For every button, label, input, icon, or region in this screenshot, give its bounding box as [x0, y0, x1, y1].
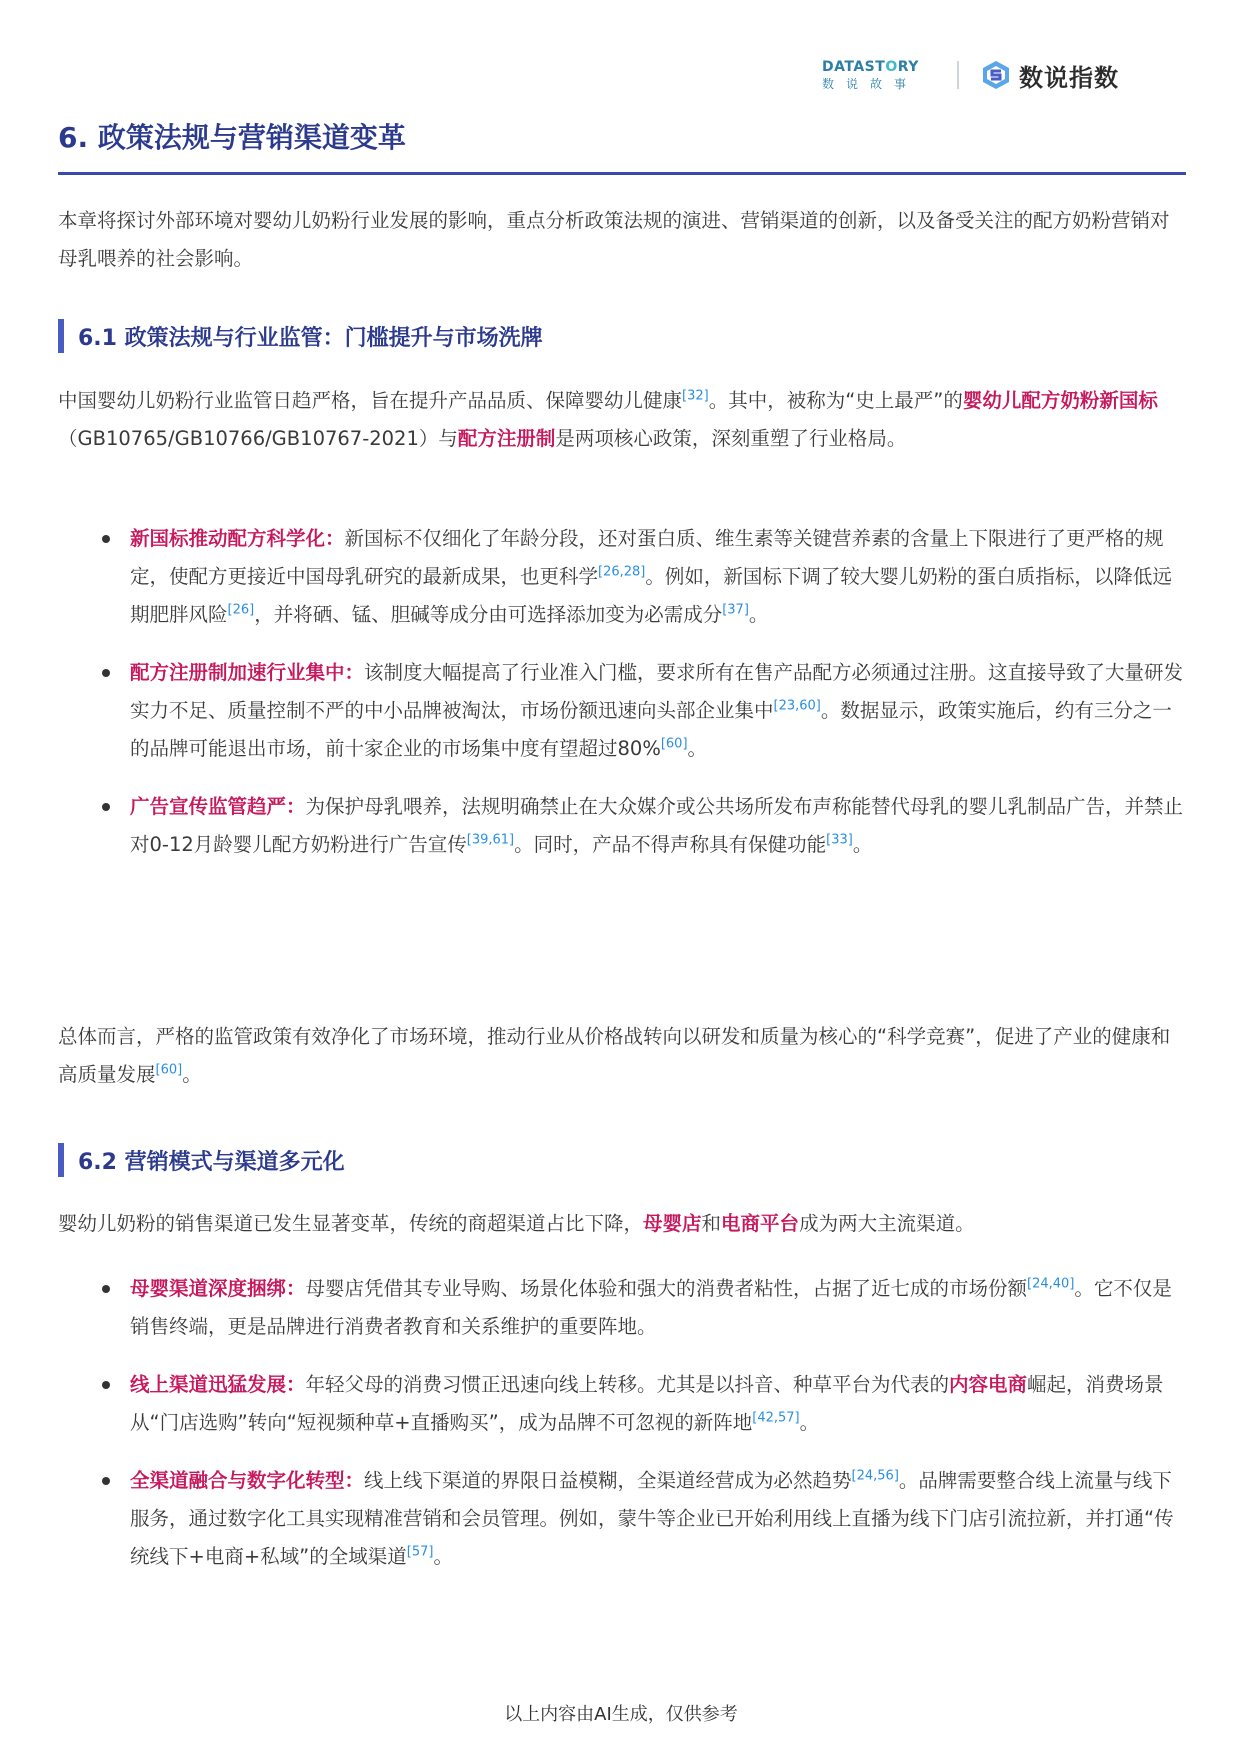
highlight-term: 母婴店 [643, 1212, 702, 1235]
text: 新国标不仅细化了年龄分段，还对蛋白质、维生素等关键营养素的含量上下限进行了更严格的规定，使配方更接近中国母乳研究的最新成果，也更科学 [130, 527, 1164, 588]
citation-link[interactable]: [39,61] [466, 832, 515, 848]
citation-link[interactable]: [60] [660, 736, 688, 752]
text: 。品牌需要整合线上流量与线下服务，通过数字化工具实现精准营销和会员管理。例如，蒙牛等企业已开始利用线上直播为线下门店引流拉新，并打通“传统线下+电商+私域”的全域渠道 [130, 1469, 1174, 1568]
chapter-title: 6. 政策法规与营销渠道变革 [58, 121, 406, 154]
hexagon-s-logo-icon [981, 60, 1011, 90]
logo-text-o: O [885, 58, 898, 75]
text: 。 [799, 1411, 820, 1434]
section1-summary [58, 1018, 1188, 1094]
datastory-logo-cn: 数说故事 [822, 76, 919, 91]
text: 为保护母乳喂养，法规明确禁止在大众媒介或公共场所发布声称能替代母乳的婴儿乳制品广告，并禁止对0-12月龄婴儿配方奶粉进行广告宣传 [130, 795, 1184, 856]
citation-link[interactable]: [26] [227, 602, 255, 618]
text: 。它不仅是销售终端，更是品牌进行消费者教育和关系维护的重要阵地。 [130, 1277, 1172, 1338]
citation-link[interactable]: [24,56] [851, 1468, 899, 1484]
list-item [58, 1462, 1188, 1576]
text: 。其中，被称为“史上最严”的 [708, 389, 963, 412]
text: 崛起，消费场景从“门店选购”转向“短视频种草+直播购买”，成为品牌不可忽视的新阵地 [130, 1373, 1164, 1434]
index-logo-text: 数说指数 [1019, 63, 1119, 92]
section-title: 6.1 政策法规与行业监管：门槛提升与市场洗牌 [78, 325, 543, 351]
text: 。 [687, 737, 708, 760]
text: 线上线下渠道的界限日益模糊，全渠道经营成为必然趋势 [364, 1469, 852, 1492]
citation-link[interactable]: [42,57] [752, 1410, 800, 1426]
text: 。 [182, 1063, 202, 1086]
text: ，并将硒、锰、胆碱等成分由可选择添加变为必需成分 [254, 603, 723, 626]
text: 年轻父母的消费习惯正迅速向线上转移。尤其是以抖音、种草平台为代表的 [305, 1373, 950, 1396]
section-heading-6-2 [58, 1142, 345, 1178]
text: 成为两大主流渠道。 [799, 1212, 975, 1235]
citation-link[interactable]: [37] [722, 602, 749, 618]
list-item [58, 654, 1188, 768]
citation-link[interactable]: [32] [682, 388, 709, 404]
text: 和 [701, 1212, 722, 1235]
highlight-term: 婴幼儿配方奶粉新国标 [962, 389, 1158, 412]
section2-paragraph [58, 1205, 1188, 1243]
citation-link[interactable]: [23,60] [773, 698, 821, 714]
text: 是两项核心政策，深刻重塑了行业格局。 [555, 427, 907, 450]
shuoshuo-index-logo [981, 58, 1119, 93]
bullet-lead: 配方注册制加速行业集中： [130, 661, 365, 684]
section1-bullet-list [58, 520, 1188, 884]
citation-link[interactable]: [57] [406, 1544, 434, 1560]
text: 。 [748, 603, 769, 626]
citation-link[interactable]: [33] [826, 832, 853, 848]
datastory-logo-en [822, 59, 919, 75]
text: 。 [433, 1545, 453, 1568]
bullet-lead: 线上渠道迅猛发展： [130, 1373, 306, 1396]
section-heading-6-1 [58, 318, 543, 354]
citation-link[interactable]: [60] [155, 1062, 183, 1078]
section-accent-bar [58, 1143, 64, 1177]
citation-link[interactable]: [26,28] [598, 564, 646, 580]
text: 。数据显示，政策实施后，约有三分之一的品牌可能退出市场，前十家企业的市场集中度有望超过80% [130, 699, 1172, 760]
list-item [58, 1270, 1188, 1346]
list-item [58, 1366, 1188, 1442]
chapter-title-underline [58, 172, 1186, 175]
logo-divider [957, 61, 959, 89]
text: 。同时，产品不得声称具有保健功能 [514, 833, 827, 856]
header-logos [822, 55, 1119, 95]
section1-paragraph [58, 382, 1188, 458]
section-title: 6.2 营销模式与渠道多元化 [78, 1149, 345, 1175]
ai-disclaimer-footer: 以上内容由AI生成，仅供参考 [504, 1704, 738, 1725]
text: 婴幼儿奶粉的销售渠道已发生显著变革，传统的商超渠道占比下降， [58, 1212, 644, 1235]
section2-bullet-list [58, 1270, 1188, 1596]
bullet-lead: 全渠道融合与数字化转型： [130, 1469, 365, 1492]
datastory-logo [822, 59, 947, 92]
bullet-lead: 广告宣传监管趋严： [130, 795, 306, 818]
text: 。例如，新国标下调了较大婴儿奶粉的蛋白质指标，以降低远期肥胖风险 [130, 565, 1172, 626]
list-item [58, 788, 1188, 864]
text: （GB10765/GB10766/GB10767-2021）与 [58, 427, 458, 450]
list-item [58, 520, 1188, 634]
text: 母婴店凭借其专业导购、场景化体验和强大的消费者粘性，占据了近七成的市场份额 [305, 1277, 1028, 1300]
highlight-term: 内容电商 [949, 1373, 1028, 1396]
logo-text: RY [897, 58, 919, 75]
citation-link[interactable]: [24,40] [1027, 1276, 1075, 1292]
bullet-lead: 母婴渠道深度捆绑： [130, 1277, 306, 1300]
text: 该制度大幅提高了行业准入门槛，要求所有在售产品配方必须通过注册。这直接导致了大量研发实力不足、质量控制不严的中小品牌被淘汰，市场份额迅速向头部企业集中 [130, 661, 1184, 722]
bullet-lead: 新国标推动配方科学化： [130, 527, 345, 550]
text: 总体而言，严格的监管政策有效净化了市场环境，推动行业从价格战转向以研发和质量为核心的“科学竞赛”，促进了产业的健康和高质量发展 [58, 1025, 1171, 1086]
logo-text: DATAST [822, 58, 886, 75]
section-accent-bar [58, 319, 64, 353]
highlight-term: 电商平台 [721, 1212, 800, 1235]
text: 。 [852, 833, 873, 856]
text: 中国婴幼儿奶粉行业监管日趋严格，旨在提升产品品质、保障婴幼儿健康 [58, 389, 683, 412]
chapter-intro: 本章将探讨外部环境对婴幼儿奶粉行业发展的影响，重点分析政策法规的演进、营销渠道的创新，以及备受关注的配方奶粉营销对母乳喂养的社会影响。 [58, 209, 1170, 270]
highlight-term: 配方注册制 [457, 427, 556, 450]
